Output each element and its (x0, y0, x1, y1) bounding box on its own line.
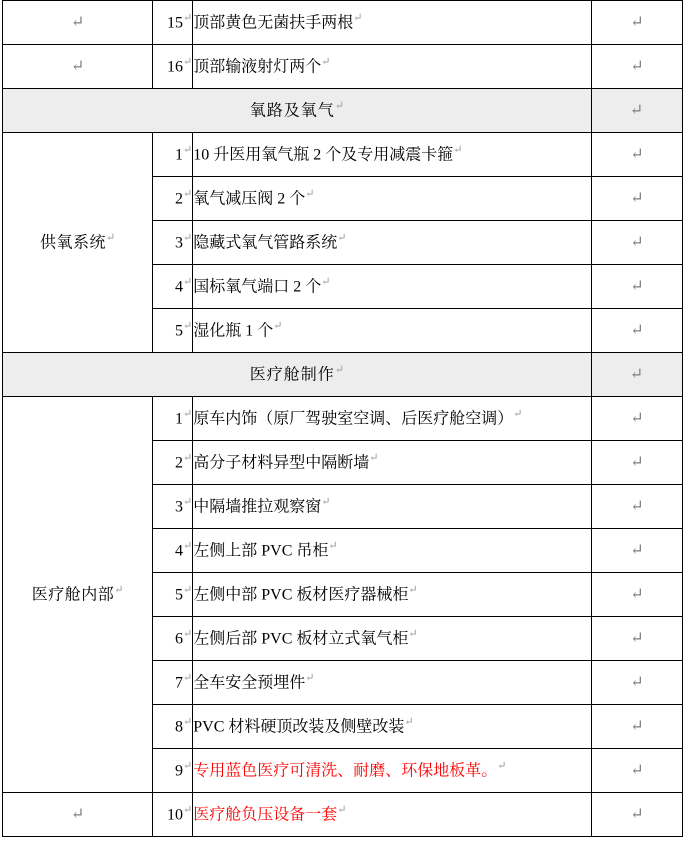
row-description (193, 705, 592, 749)
row-description-text: 医疗舱负压设备一套 (193, 806, 338, 824)
row-number (153, 177, 193, 221)
row-description-text: 氧气减压阀 2 个 (193, 190, 306, 208)
row-description-mark: ↵ (337, 804, 347, 817)
section-title-mark: ↵ (334, 364, 345, 377)
row-mark: ↵ (591, 397, 682, 441)
spec-table (2, 0, 683, 837)
row-number-text: 9 (175, 762, 184, 780)
row-mark: ↵ (591, 573, 682, 617)
row-number-mark: ↵ (183, 188, 193, 201)
row-description-text: 国标氧气端口 2 个 (193, 278, 322, 296)
table-row (3, 793, 683, 837)
row-description-mark: ↵ (337, 232, 347, 245)
row-description (193, 265, 592, 309)
row-number-text: 3 (175, 498, 184, 516)
row-description (193, 221, 592, 265)
row-number-mark: ↵ (183, 804, 193, 817)
row-number-mark: ↵ (183, 584, 193, 597)
row-number-mark: ↵ (183, 320, 193, 333)
row-mark: ↵ (591, 45, 682, 89)
row-description (193, 45, 592, 89)
row-number-text: 3 (175, 234, 184, 252)
row-mark: ↵ (591, 661, 682, 705)
section-title-mark: ↵ (334, 100, 345, 113)
row-number-mark: ↵ (183, 452, 193, 465)
row-number (153, 441, 193, 485)
table-row (3, 1, 683, 45)
row-number (153, 1, 193, 45)
row-number-mark: ↵ (183, 56, 193, 69)
row-number-mark: ↵ (183, 716, 193, 729)
row-description-mark: ↵ (328, 540, 338, 553)
row-description-text: 10 升医用氧气瓶 2 个及专用减震卡箍 (193, 146, 454, 164)
table-row (3, 45, 683, 89)
category-label-text: 医疗舱内部 (31, 586, 115, 604)
row-number-mark: ↵ (183, 540, 193, 553)
category-label-text: 供氧系统 (39, 234, 106, 252)
row-number (153, 397, 193, 441)
row-number-mark: ↵ (183, 232, 193, 245)
row-number-text: 2 (175, 454, 184, 472)
category-oxygen-supply (3, 133, 153, 353)
row-mark: ↵ (591, 617, 682, 661)
row-mark: ↵ (591, 529, 682, 573)
row-mark: ↵ (591, 749, 682, 793)
row-number-text: 6 (175, 630, 184, 648)
section-title (3, 353, 592, 397)
row-mark: ↵ (591, 133, 682, 177)
row-description-mark: ↵ (321, 56, 331, 69)
row-description (193, 749, 592, 793)
row-number-mark: ↵ (183, 672, 193, 685)
row-description-mark: ↵ (321, 496, 331, 509)
section-header-row (3, 89, 683, 133)
row-number-text: 5 (175, 322, 184, 340)
row-description-text: 专用蓝色医疗可清洗、耐磨、环保地板革。 (193, 762, 498, 780)
row-mark: ↵ (591, 1, 682, 45)
row-category-mark: ↵ (3, 45, 153, 89)
row-number (153, 793, 193, 837)
row-number-mark: ↵ (183, 760, 193, 773)
row-number-text: 4 (175, 278, 184, 296)
row-description (193, 529, 592, 573)
row-description (193, 485, 592, 529)
row-description (193, 309, 592, 353)
row-number (153, 221, 193, 265)
row-category-mark: ↵ (3, 793, 153, 837)
row-description (193, 441, 592, 485)
category-cabin-interior (3, 397, 153, 793)
row-number (153, 265, 193, 309)
row-description-mark: ↵ (408, 628, 418, 641)
row-description-mark: ↵ (408, 584, 418, 597)
row-description-mark: ↵ (305, 672, 315, 685)
row-number-mark: ↵ (183, 496, 193, 509)
section-title-text: 氧路及氧气 (249, 102, 335, 120)
row-description-mark: ↵ (369, 452, 379, 465)
row-number (153, 705, 193, 749)
row-number (153, 133, 193, 177)
category-label-mark: ↵ (106, 232, 116, 245)
section-title-text: 医疗舱制作 (249, 366, 335, 384)
row-description-mark: ↵ (453, 144, 463, 157)
row-description-mark: ↵ (513, 408, 523, 421)
row-description-mark: ↵ (497, 760, 507, 773)
row-number (153, 617, 193, 661)
section-mark: ↵ (591, 89, 682, 133)
row-number (153, 45, 193, 89)
row-description (193, 661, 592, 705)
row-number-text: 8 (175, 718, 184, 736)
row-description-text: 左侧上部 PVC 吊柜 (193, 542, 329, 560)
row-description-mark: ↵ (321, 276, 331, 289)
row-number-text: 16 (167, 58, 184, 76)
table-row (3, 133, 683, 177)
row-description-text: 顶部输液射灯两个 (193, 58, 322, 76)
row-mark: ↵ (591, 265, 682, 309)
row-number (153, 573, 193, 617)
row-number-mark: ↵ (183, 628, 193, 641)
row-number-mark: ↵ (183, 12, 193, 25)
row-mark: ↵ (591, 221, 682, 265)
row-number (153, 309, 193, 353)
table-row (3, 397, 683, 441)
row-mark: ↵ (591, 441, 682, 485)
row-number (153, 529, 193, 573)
row-description-text: 隐藏式氧气管路系统 (193, 234, 338, 252)
row-number-mark: ↵ (183, 276, 193, 289)
row-description-mark: ↵ (353, 12, 363, 25)
row-description-text: 高分子材料异型中隔断墙 (193, 454, 370, 472)
row-description (193, 617, 592, 661)
row-number-text: 2 (175, 190, 184, 208)
row-description-text: 左侧后部 PVC 板材立式氧气柜 (193, 630, 409, 648)
row-description-text: 湿化瓶 1 个 (193, 322, 274, 340)
row-number-text: 1 (175, 146, 184, 164)
row-number-mark: ↵ (183, 144, 193, 157)
row-mark: ↵ (591, 309, 682, 353)
section-header-row (3, 353, 683, 397)
section-mark: ↵ (591, 353, 682, 397)
row-description-mark: ↵ (305, 188, 315, 201)
row-description (193, 177, 592, 221)
section-title (3, 89, 592, 133)
row-description (193, 397, 592, 441)
row-number (153, 485, 193, 529)
row-description-text: 原车内饰（原厂驾驶室空调、后医疗舱空调） (193, 410, 514, 428)
row-number-mark: ↵ (183, 408, 193, 421)
row-number-text: 10 (167, 806, 184, 824)
row-mark: ↵ (591, 793, 682, 837)
row-description-mark: ↵ (273, 320, 283, 333)
row-description (193, 573, 592, 617)
row-number (153, 749, 193, 793)
row-number (153, 661, 193, 705)
row-mark: ↵ (591, 705, 682, 749)
row-description (193, 1, 592, 45)
row-description-text: 全车安全预埋件 (193, 674, 306, 692)
row-number-text: 15 (167, 14, 184, 32)
row-description-mark: ↵ (404, 716, 414, 729)
row-description-text: 顶部黄色无菌扶手两根 (193, 14, 354, 32)
row-description-text: PVC 材料硬顶改装及侧壁改装 (193, 718, 405, 736)
row-mark: ↵ (591, 177, 682, 221)
row-number-text: 7 (175, 674, 184, 692)
row-mark: ↵ (591, 485, 682, 529)
row-number-text: 1 (175, 410, 184, 428)
row-description-text: 中隔墙推拉观察窗 (193, 498, 322, 516)
row-number-text: 4 (175, 542, 184, 560)
row-number-text: 5 (175, 586, 184, 604)
row-description (193, 133, 592, 177)
row-description-text: 左侧中部 PVC 板材医疗器械柜 (193, 586, 409, 604)
row-description (193, 793, 592, 837)
row-category-mark: ↵ (3, 1, 153, 45)
category-label-mark: ↵ (114, 584, 124, 597)
